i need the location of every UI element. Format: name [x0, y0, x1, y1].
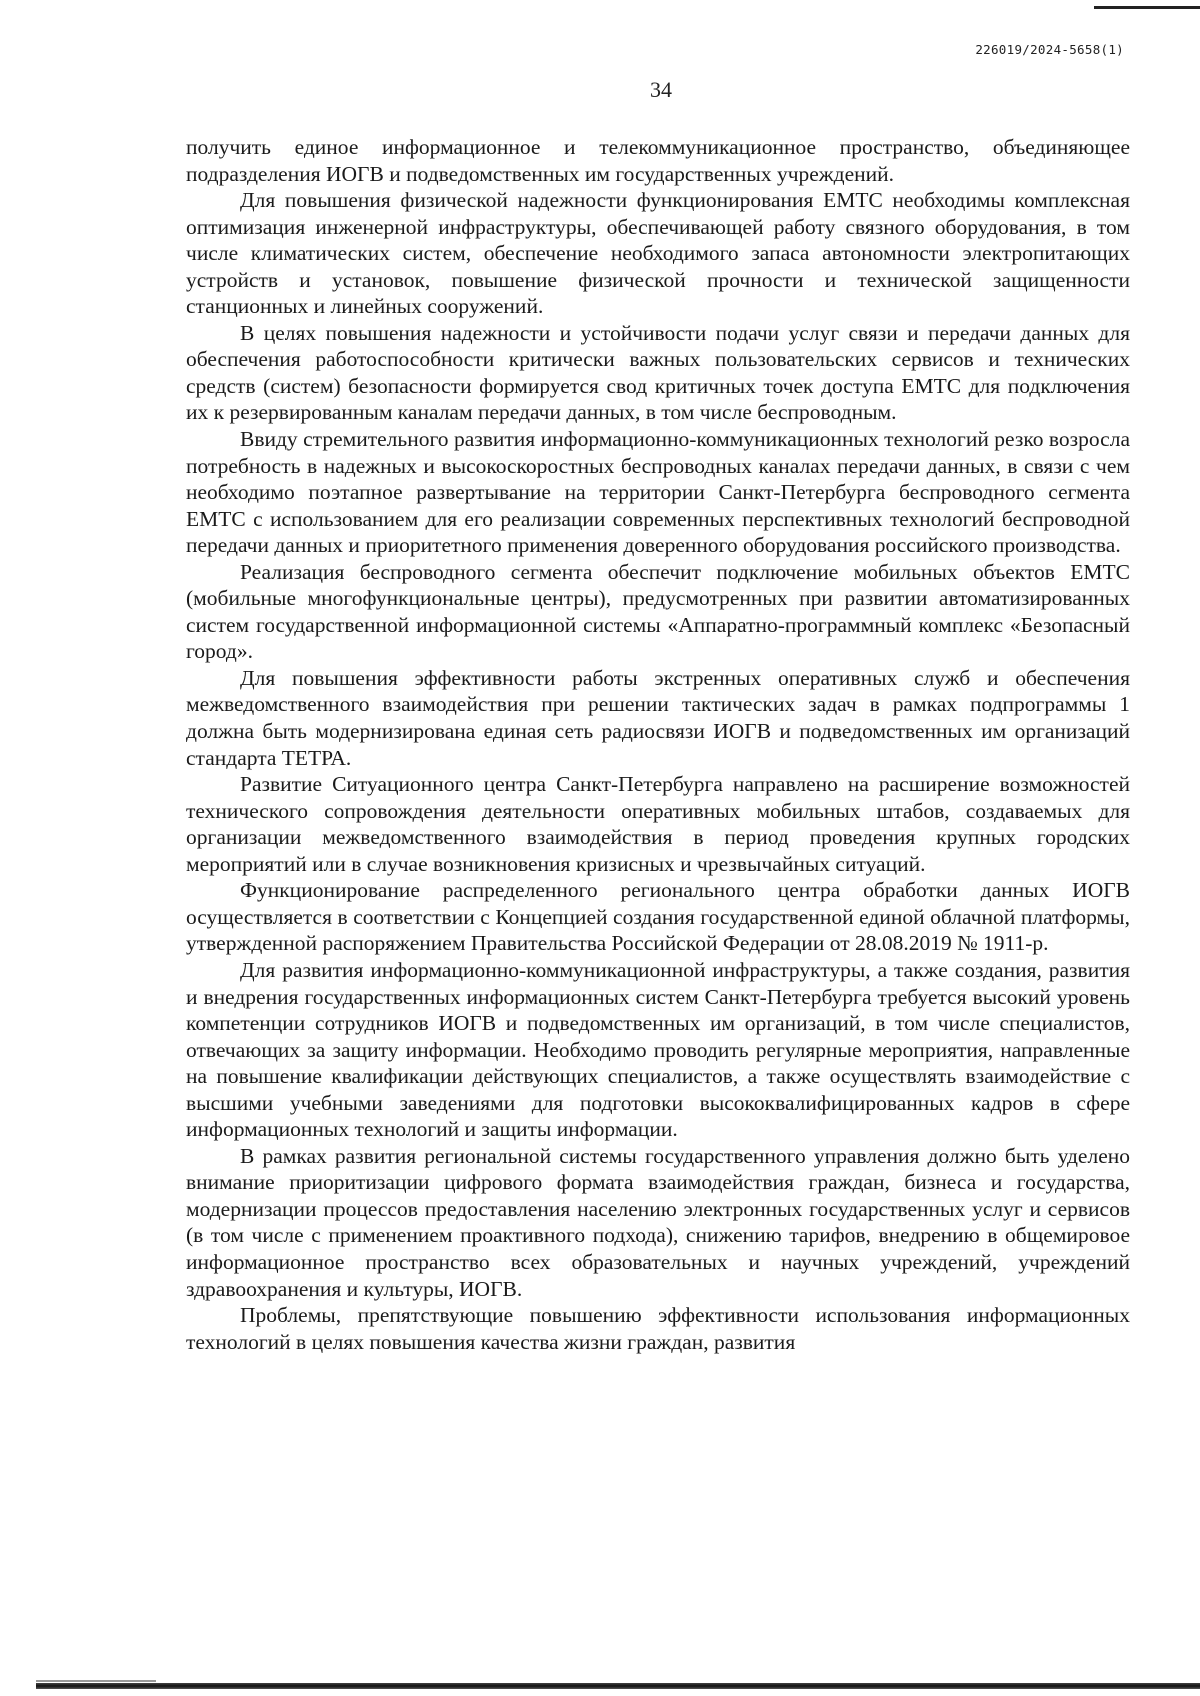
document-body	[186, 134, 1130, 1355]
paragraph: Функционирование распределенного регионального центра обработки данных ИОГВ осуществляется в соответствии с Концепцией создания государственной единой облачной платформы, утвержденной распоряжением Правительства Российской Федерации от 28.08.2019 № 1911-р.	[186, 878, 1130, 956]
paragraph: Развитие Ситуационного центра Санкт-Петербурга направлено на расширение возможностей технического сопровождения деятельности оперативных мобильных штабов, создаваемых для организации межведомственного взаимодействия в период проведения крупных городских мероприятий или в случае возникновения кризисных и чрезвычайных ситуаций.	[186, 772, 1130, 876]
paragraph: В рамках развития региональной системы государственного управления должно быть уделено внимание приоритизации цифрового формата взаимодействия граждан, бизнеса и государства, модернизации процессов предоставления населению электронных государственных услуг и сервисов (в том числе с применением проактивного подхода), снижению тарифов, внедрению в общемировое информационное пространство всех образовательных и научных учреждений, учреждений здравоохранения и культуры, ИОГВ.	[186, 1143, 1130, 1301]
paragraph: В целях повышения надежности и устойчивости подачи услуг связи и передачи данных для обеспечения работоспособности критически важных пользовательских сервисов и технических средств (систем) безопасности формируется свод критичных точек доступа ЕМТС для подключения их к резервированным каналам передачи данных, в том числе беспроводным.	[186, 320, 1130, 425]
top-edge-rule	[1094, 6, 1200, 9]
paragraph: Ввиду стремительного развития информационно-коммуникационных технологий резко возросла потребность в надежных и высокоскоростных беспроводных каналах передачи данных, в связи с чем необходимо поэтапное развертывание на территории Санкт-Петербурга беспроводного сегмента ЕМТС с использованием для его реализации современных перспективных технологий беспроводной передачи данных и приоритетного применения доверенного оборудования российского производства.	[186, 427, 1130, 558]
page-number: 34	[650, 77, 672, 102]
document-registration-number: 226019/2024-5658(1)	[975, 42, 1124, 57]
paragraph: Для развития информационно-коммуникационной инфраструктуры, а также создания, развития и внедрения государственных информационных систем Санкт-Петербурга требуется высокий уровень компетенции сотрудников ИОГВ и подведомственных им организаций, в том числе специалистов, отвечающих за защиту информации. Необходимо проводить регулярные мероприятия, направленные на повышение квалификации действующих специалистов, а также осуществлять взаимодействие с высшими учебными заведениями для подготовки высококвалифицированных кадров в сфере информационных технологий и защиты информации.	[186, 957, 1130, 1142]
paragraph: Проблемы, препятствующие повышению эффективности использования информационных технологий в целях повышения качества жизни граждан, развития	[186, 1303, 1130, 1354]
scan-edge-mark	[36, 1680, 156, 1682]
paragraph: Реализация беспроводного сегмента обеспечит подключение мобильных объектов ЕМТС (мобильные многофункциональные центры), предусмотренных при развитии автоматизированных систем государственной информационной системы «Аппаратно-программный комплекс «Безопасный город».	[186, 559, 1130, 664]
paragraph: Для повышения эффективности работы экстренных оперативных служб и обеспечения межведомственного взаимодействия при решении тактических задач в рамках подпрограммы 1 должна быть модернизирована единая сеть радиосвязи ИОГВ и подведомственных им организаций стандарта ТЕТРА.	[186, 665, 1130, 770]
bottom-edge-rule	[36, 1683, 1200, 1689]
paragraph: Для повышения физической надежности функционирования ЕМТС необходимы комплексная оптимизация инженерной инфраструктуры, обеспечивающей работу связного оборудования, в том числе климатических систем, обеспечение необходимого запаса автономности электропитающих устройств и установок, повышение физической прочности и технической защищенности станционных и линейных сооружений.	[186, 188, 1130, 319]
paragraph-continuation: получить единое информационное и телекоммуникационное пространство, объединяющее подразделения ИОГВ и подведомственных им государственных учреждений.	[186, 135, 1130, 186]
